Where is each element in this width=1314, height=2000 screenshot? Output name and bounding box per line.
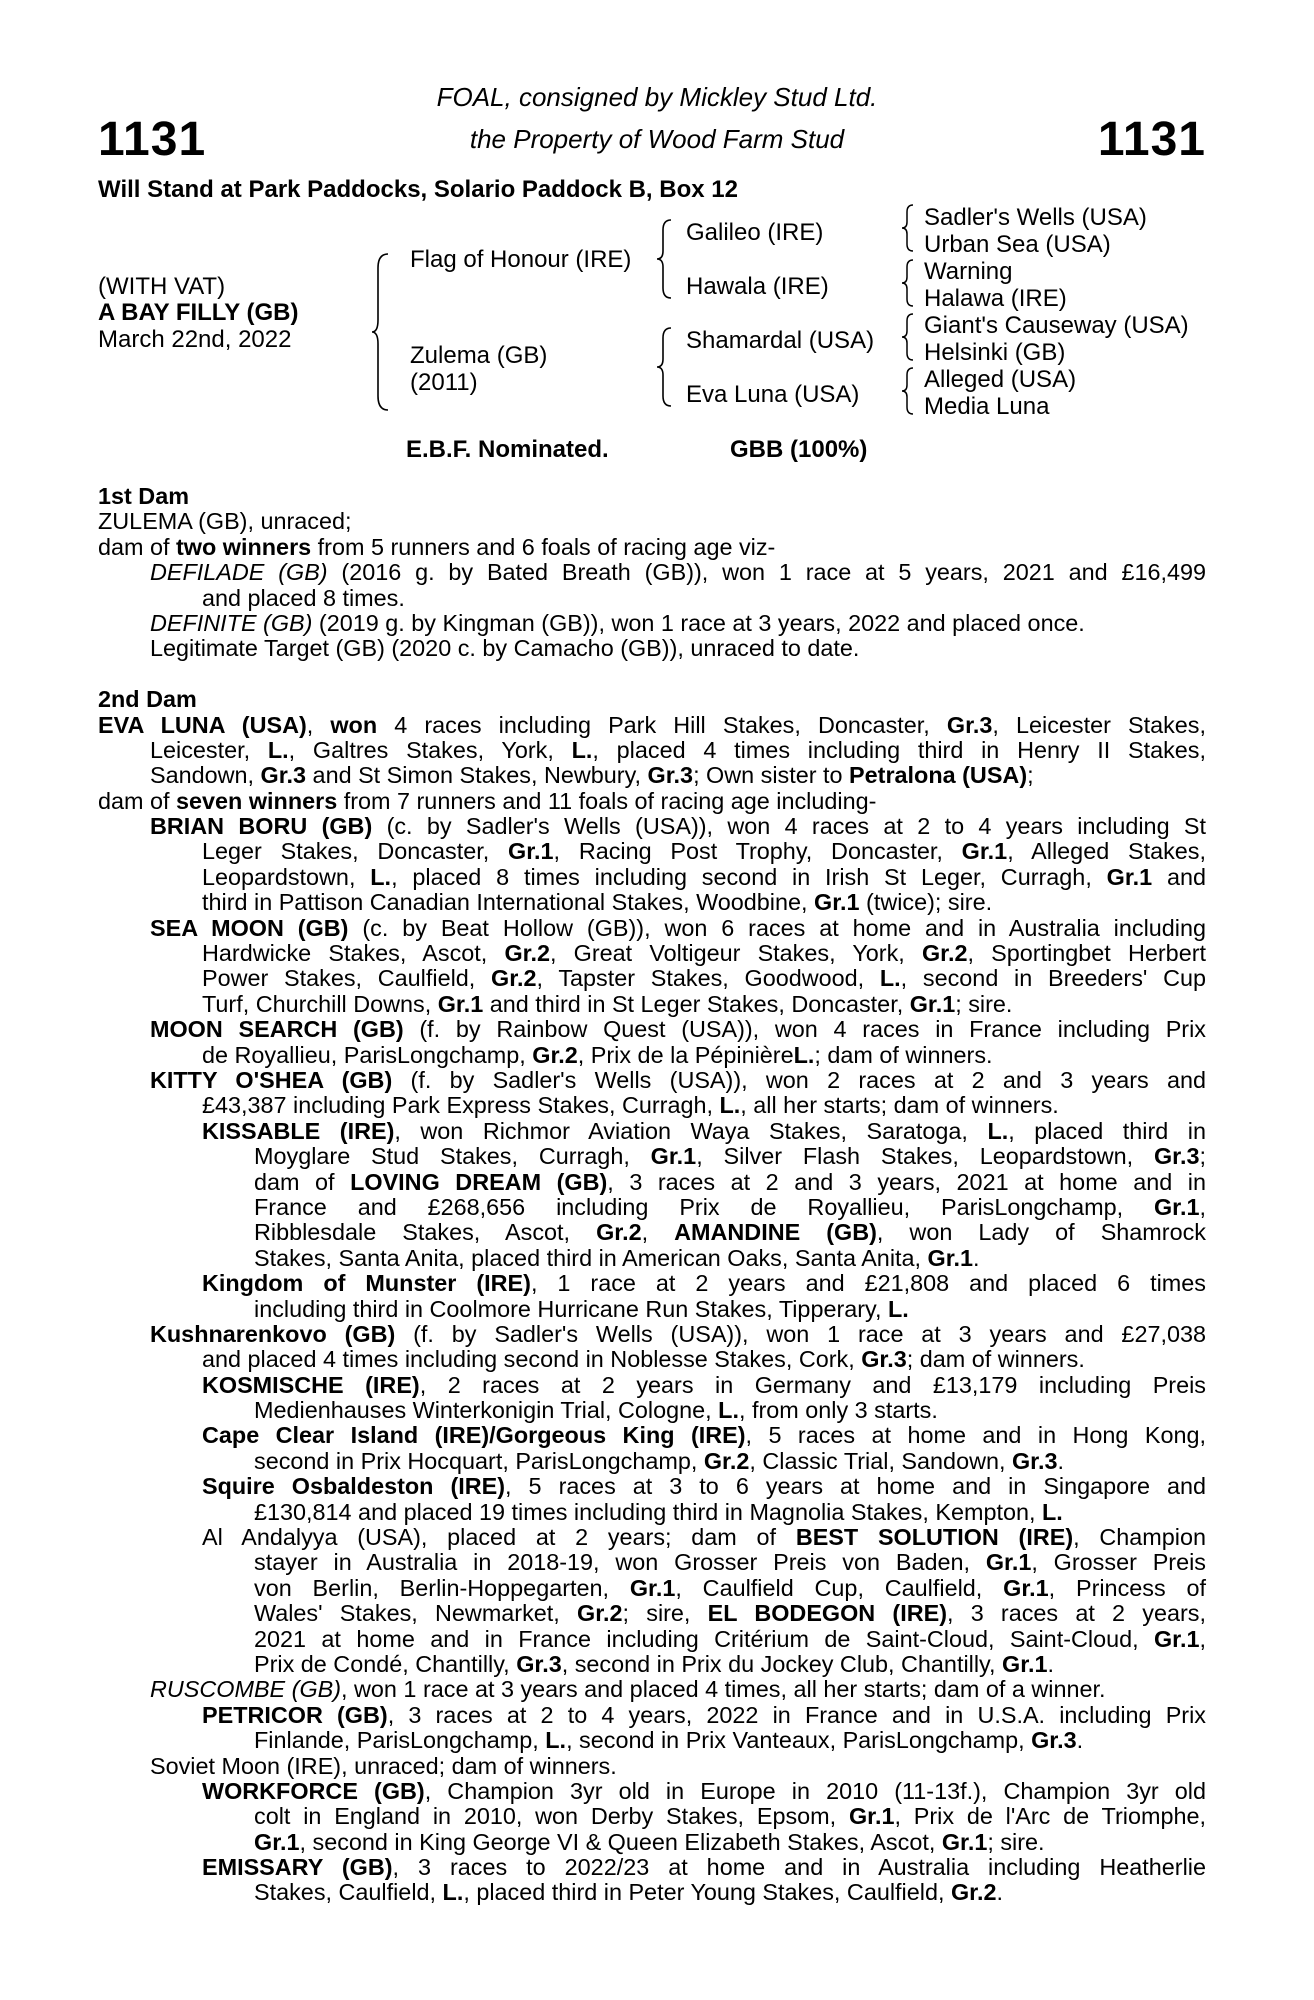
second-dam-line [202, 1779, 1206, 1804]
text: (f. by Rainbow Quest (USA)), won 4 races in France including Prix [403, 1016, 1206, 1043]
first-dam-line [98, 535, 1206, 560]
second-dam-line [202, 1347, 1206, 1372]
text: , Princess of [1048, 1574, 1206, 1601]
text: , 5 races at 3 to 6 years at home and in Singapore and [505, 1473, 1206, 1500]
pedigree-dss: Giant's Causeway (USA) [924, 312, 1189, 339]
bold-text: Gr.1 [1106, 863, 1153, 890]
text: and placed 8 times. [202, 584, 405, 611]
second-dam-line [98, 789, 1206, 814]
foal-dob: March 22nd, 2022 [98, 326, 292, 353]
text: Leopardstown, [202, 863, 371, 890]
text: , second in Prix Vanteaux, ParisLongchamp, [566, 1727, 1032, 1754]
text: (twice); sire. [859, 889, 993, 916]
text: Moyglare Stud Stakes, Curragh, [254, 1143, 651, 1170]
bold-text: Gr.1 [629, 1574, 676, 1601]
bold-text: BEST SOLUTION (IRE) [795, 1524, 1074, 1551]
bold-text: L. [370, 863, 392, 890]
bold-text: Gr.1 [941, 1828, 988, 1855]
bold-text: Gr.1 [1003, 1574, 1049, 1601]
second-dam-line [150, 1017, 1206, 1042]
text: , Silver Flash Stakes, Leopardstown, [696, 1143, 1154, 1170]
text: , Tapster Stakes, Goodwood, [536, 965, 880, 992]
second-dam-line [254, 1398, 1206, 1423]
bold-text: Gr.1 [1153, 1625, 1200, 1652]
vat-note: (WITH VAT) [98, 273, 226, 300]
text: , Champion [1073, 1524, 1206, 1551]
second-dam-line [202, 1423, 1206, 1448]
first-dam-line [98, 509, 1206, 534]
text: , Alleged Stakes, [1007, 838, 1207, 865]
bold-text: Gr.3 [260, 762, 307, 789]
bold-text: Gr.3 [516, 1650, 562, 1677]
text: . [1076, 1727, 1084, 1754]
bold-text: Gr.1 [927, 1244, 974, 1271]
text: third in Pattison Canadian International Stakes, Woodbine, [202, 889, 815, 916]
pedigree-ddd: Media Luna [924, 393, 1050, 420]
bold-text: AMANDINE (GB) [674, 1219, 877, 1246]
second-dam-heading: 2nd Dam [98, 686, 197, 713]
second-dam-line [202, 1271, 1206, 1296]
text: Stakes, Santa Anita, placed third in American Oaks, Santa Anita, [254, 1244, 928, 1271]
text: including third in Coolmore Hurricane Run Stakes, Tipperary, [254, 1295, 889, 1322]
second-dam-line [202, 992, 1206, 1017]
second-dam-line [150, 738, 1206, 763]
text: , 3 races at 2 to 4 years, 2022 in France and in U.S.A. including Prix [387, 1701, 1206, 1728]
bold-text: Gr.3 [861, 1346, 907, 1373]
pedigree-dam: Zulema (GB) [410, 342, 548, 369]
text: , [1199, 1625, 1206, 1652]
stand-location: Will Stand at Park Paddocks, Solario Paddock B, Box 12 [98, 176, 738, 203]
pedigree-dsd: Helsinki (GB) [924, 339, 1066, 366]
bold-text: Gr.1 [437, 990, 484, 1017]
text: ; Own sister to [693, 762, 850, 789]
bracket-dam [655, 326, 675, 408]
second-dam-line [202, 1474, 1206, 1499]
second-dam-line [254, 1804, 1206, 1829]
text: , won 1 race at 3 years and placed 4 times, all her starts; dam of a winner. [341, 1676, 1106, 1703]
second-dam-line [254, 1880, 1206, 1905]
second-dam-line [254, 1550, 1206, 1575]
bold-text: L. [545, 1727, 567, 1754]
bold-text: EVA LUNA (USA) [98, 711, 307, 738]
ebf-nomination: E.B.F. Nominated. [406, 436, 609, 463]
second-dam-line [254, 1195, 1206, 1220]
bold-text: BRIAN BORU (GB) [150, 813, 373, 840]
text: , won Lady of Shamrock [876, 1219, 1206, 1246]
pedigree-ssd: Urban Sea (USA) [924, 231, 1111, 258]
text: , placed third in Peter Young Stakes, Caulfield, [463, 1879, 951, 1906]
second-dam-line [202, 1855, 1206, 1880]
second-dam-line [254, 1246, 1206, 1271]
text: , second in Breeders' Cup [900, 965, 1206, 992]
text: and [1152, 863, 1206, 890]
property-line: the Property of Wood Farm Stud [469, 124, 845, 154]
second-dam-line [202, 1119, 1206, 1144]
text: France and £268,656 including Prix de Royallieu, ParisLongchamp, [254, 1193, 1154, 1220]
bold-text: EMISSARY (GB) [202, 1854, 393, 1881]
bold-text: won [330, 711, 378, 738]
text: , Sportingbet Herbert [967, 940, 1206, 967]
second-dam-line [254, 1297, 1206, 1322]
lot-number-right: 1131 [1097, 113, 1206, 166]
bold-text: L. [987, 1117, 1009, 1144]
pedigree-sire-sire: Galileo (IRE) [686, 219, 824, 246]
produce-record [98, 484, 1206, 1906]
text: second in Prix Hocquart, ParisLongchamp, [254, 1447, 704, 1474]
bold-text: Gr.1 [254, 1828, 300, 1855]
pedigree-dds: Alleged (USA) [924, 366, 1077, 393]
text: , Caulfield Cup, Caulfield, [675, 1574, 1004, 1601]
text: Prix de Condé, Chantilly, [254, 1650, 517, 1677]
text: , 2 races at 2 years in Germany and £13,179 including Preis [419, 1371, 1207, 1398]
pedigree-sss: Sadler's Wells (USA) [924, 204, 1147, 231]
second-dam-line [150, 1068, 1206, 1093]
bold-text: Gr.2 [577, 1600, 623, 1627]
bracket-foal [370, 252, 392, 412]
bold-text: Gr.1 [985, 1549, 1032, 1576]
italic-text: DEFINITE (GB) [150, 609, 313, 636]
text: Power Stakes, Caulfield, [202, 965, 492, 992]
text: , 5 races at home and in Hong Kong, [745, 1422, 1206, 1449]
bold-text: Gr.2 [532, 1041, 578, 1068]
bold-text: L. [719, 1092, 741, 1119]
bold-text: Gr.2 [491, 965, 537, 992]
first-dam-line [150, 611, 1206, 636]
first-dam-line [202, 586, 1206, 611]
consignor-line: FOAL, consigned by Mickley Stud Ltd. [436, 82, 878, 112]
bold-text: KITTY O'SHEA (GB) [150, 1066, 393, 1093]
second-dam-line [202, 839, 1206, 864]
second-dam-line [254, 1601, 1206, 1626]
text: ; sire, [622, 1600, 708, 1627]
text: , from only 3 starts. [738, 1397, 938, 1424]
text: from 7 runners and 11 foals of racing age including- [337, 787, 877, 814]
bold-text: L. [793, 1041, 815, 1068]
bold-text: Gr.1 [650, 1143, 697, 1170]
bracket-ss [900, 203, 916, 253]
text: , Leicester Stakes, [992, 711, 1207, 738]
second-dam-line [202, 890, 1206, 915]
bold-text: L. [267, 736, 289, 763]
text: Legitimate Target (GB) (2020 c. by Camacho (GB)), unraced to date. [150, 635, 860, 662]
pedigree-dam-sire: Shamardal (USA) [686, 327, 875, 354]
bold-text: PETRICOR (GB) [202, 1701, 388, 1728]
bold-text: L. [442, 1879, 464, 1906]
text: , Racing Post Trophy, Doncaster, [553, 838, 962, 865]
second-dam-line [254, 1627, 1206, 1652]
second-dam-line [254, 1449, 1206, 1474]
text: , placed third in [1008, 1117, 1206, 1144]
second-dam-record [98, 713, 1206, 1906]
bold-text: L. [888, 1295, 909, 1322]
text: dam of [98, 787, 177, 814]
text: Sandown, [150, 762, 261, 789]
bold-text: Gr.1 [848, 1803, 895, 1830]
bold-text: Petralona (USA) [849, 762, 1028, 789]
text: , [306, 711, 331, 738]
text: stayer in Australia in 2018-19, won Grosser Preis von Baden, [254, 1549, 986, 1576]
bold-text: Gr.1 [961, 838, 1008, 865]
second-dam-line [254, 1576, 1206, 1601]
second-dam-line [202, 941, 1206, 966]
text: ZULEMA (GB), unraced; [98, 508, 352, 535]
bold-text: Gr.3 [1011, 1447, 1058, 1474]
bold-text: Cape Clear Island (IRE)/Gorgeous King (IRE) [202, 1422, 746, 1449]
second-dam-line [202, 966, 1206, 991]
text: from 5 runners and 6 foals of racing age viz- [311, 533, 776, 560]
text: , 1 race at 2 years and £21,808 and placed 6 times [530, 1270, 1206, 1297]
pedigree-sds: Warning [924, 258, 1013, 285]
text: and St Simon Stakes, Newbury, [306, 762, 648, 789]
second-dam-line [202, 1525, 1206, 1550]
text: , second in Prix du Jockey Club, Chantilly, [561, 1650, 1002, 1677]
text: , Prix de l'Arc de Triomphe, [894, 1803, 1206, 1830]
text: Leger Stakes, Doncaster, [202, 838, 509, 865]
text: (f. by Sadler's Wells (USA)), won 2 races at 2 and 3 years and [392, 1066, 1206, 1093]
pedigree-sdd: Halawa (IRE) [924, 285, 1067, 312]
bold-text: Gr.1 [1002, 1650, 1048, 1677]
second-dam-line [254, 1170, 1206, 1195]
bold-text: KISSABLE (IRE) [202, 1117, 395, 1144]
text: . [973, 1244, 980, 1271]
text: Turf, Churchill Downs, [202, 990, 438, 1017]
second-dam-line [202, 1043, 1206, 1068]
text: Stakes, Caulfield, [254, 1879, 443, 1906]
second-dam-line [98, 713, 1206, 738]
text: , won Richmor Aviation Waya Stakes, Saratoga, [394, 1117, 988, 1144]
text: dam of [254, 1168, 351, 1195]
second-dam-line [150, 1677, 1206, 1702]
bold-text: L. [879, 965, 901, 992]
bold-text: two winners [176, 533, 312, 560]
text: Leicester, [150, 736, 268, 763]
bracket-sire [655, 218, 675, 300]
bold-text: Gr.3 [1153, 1143, 1200, 1170]
text: ; [1027, 762, 1034, 789]
text: (2019 g. by Kingman (GB)), won 1 race at 3 years, 2022 and placed once. [312, 609, 1085, 636]
gbb-status: GBB (100%) [730, 436, 868, 463]
lot-number-left: 1131 [98, 113, 207, 166]
bold-text: seven winners [176, 787, 338, 814]
bracket-dd [900, 366, 916, 416]
second-dam-line [202, 865, 1206, 890]
bold-text: Gr.1 [1153, 1193, 1200, 1220]
bold-text: Gr.2 [921, 940, 968, 967]
bold-text: Gr.2 [596, 1219, 642, 1246]
second-dam-line [150, 814, 1206, 839]
text: , placed 8 times including second in Irish St Leger, Curragh, [391, 863, 1107, 890]
first-dam-heading: 1st Dam [98, 483, 190, 509]
text: (f. by Sadler's Wells (USA)), won 1 race at 3 years and £27,038 [395, 1320, 1206, 1347]
bold-text: Gr.3 [946, 711, 993, 738]
bold-text: Gr.1 [508, 838, 554, 865]
first-dam-record [98, 509, 1206, 661]
bold-text: Gr.1 [909, 990, 956, 1017]
italic-text: DEFILADE (GB) [150, 559, 328, 586]
bold-text: LOVING DREAM (GB) [350, 1168, 608, 1195]
text: . [1057, 1447, 1064, 1474]
text: (c. by Beat Hollow (GB)), won 6 races at home and in Australia including [348, 914, 1206, 941]
second-dam-line [254, 1500, 1206, 1525]
bold-text: L. [1041, 1498, 1063, 1525]
text: Al Andalyya (USA), placed at 2 years; dam of [202, 1524, 796, 1551]
pedigree-sire-dam: Hawala (IRE) [686, 273, 829, 300]
bracket-ds [900, 312, 916, 362]
second-dam-line [254, 1652, 1206, 1677]
text: 4 races including Park Hill Stakes, Doncaster, [377, 711, 947, 738]
second-dam-line [254, 1220, 1206, 1245]
bold-text: Gr.2 [504, 940, 550, 967]
text: ; sire. [955, 990, 1013, 1017]
text: von Berlin, Berlin-Hoppegarten, [254, 1574, 630, 1601]
text: ; [1199, 1143, 1206, 1170]
bold-text: WORKFORCE (GB) [202, 1777, 425, 1804]
text: , Galtres Stakes, York, [288, 736, 572, 763]
text: Ribblesdale Stakes, Ascot, [254, 1219, 597, 1246]
second-dam-line [254, 1830, 1206, 1855]
bold-text: Gr.2 [703, 1447, 750, 1474]
text: £43,387 including Park Express Stakes, Curragh, [202, 1092, 720, 1119]
bold-text: Kingdom of Munster (IRE) [202, 1270, 531, 1297]
text: ; dam of winners. [814, 1041, 993, 1068]
bold-text: KOSMISCHE (IRE) [202, 1371, 420, 1398]
text: Soviet Moon (IRE), unraced; dam of winners. [150, 1752, 617, 1779]
foal-description: A BAY FILLY (GB) [98, 299, 299, 326]
italic-text: RUSCOMBE (GB) [150, 1676, 342, 1703]
text: ; dam of winners. [906, 1346, 1085, 1373]
bold-text: L. [718, 1397, 739, 1424]
bold-text: Squire Osbaldeston (IRE) [202, 1473, 506, 1500]
bold-text: SEA MOON (GB) [150, 914, 349, 941]
second-dam-line [202, 1373, 1206, 1398]
text: Finlande, ParisLongchamp, [254, 1727, 546, 1754]
second-dam-line [202, 1703, 1206, 1728]
bold-text: Gr.2 [950, 1879, 997, 1906]
text: and placed 4 times including second in Noblesse Stakes, Cork, [202, 1346, 862, 1373]
bold-text: Gr.3 [647, 762, 694, 789]
second-dam-line [150, 763, 1206, 788]
second-dam-line [254, 1144, 1206, 1169]
second-dam-line [202, 1093, 1206, 1118]
text: , all her starts; dam of winners. [740, 1092, 1059, 1119]
text: ; sire. [987, 1828, 1045, 1855]
pedigree-sire: Flag of Honour (IRE) [410, 246, 632, 273]
text: , Great Voltigeur Stakes, York, [549, 940, 922, 967]
text: (c. by Sadler's Wells (USA)), won 4 races at 2 to 4 years including St [372, 813, 1206, 840]
bracket-sd [900, 258, 916, 308]
text: Medienhauses Winterkonigin Trial, Cologne, [254, 1397, 719, 1424]
bold-text: MOON SEARCH (GB) [150, 1016, 404, 1043]
text: , 3 races to 2022/23 at home and in Australia including Heatherlie [392, 1854, 1206, 1881]
text: 2021 at home and in France including Critérium de Saint-Cloud, Saint-Cloud, [254, 1625, 1154, 1652]
text: , [1199, 1193, 1206, 1220]
bold-text: Gr.3 [1031, 1727, 1077, 1754]
text: , Champion 3yr old in Europe in 2010 (11-13f.), Champion 3yr old [424, 1777, 1207, 1804]
bold-text: EL BODEGON (IRE) [707, 1600, 947, 1627]
text: , Classic Trial, Sandown, [749, 1447, 1012, 1474]
text: , [641, 1219, 675, 1246]
second-dam-line [254, 1728, 1206, 1753]
text: dam of [98, 533, 177, 560]
first-dam-line [150, 560, 1206, 585]
bold-text: L. [571, 736, 593, 763]
text: , 3 races at 2 years, [946, 1600, 1206, 1627]
pedigree-dam-year: (2011) [410, 369, 478, 396]
text: , placed 4 times including third in Henry II Stakes, [592, 736, 1206, 763]
text: colt in England in 2010, won Derby Stakes, Epsom, [254, 1803, 849, 1830]
pedigree-dam-dam: Eva Luna (USA) [686, 381, 860, 408]
text: , second in King George VI & Queen Elizabeth Stakes, Ascot, [299, 1828, 942, 1855]
second-dam-line [150, 1322, 1206, 1347]
text: (2016 g. by Bated Breath (GB)), won 1 race at 5 years, 2021 and £16,499 [327, 559, 1206, 586]
bold-text: Gr.1 [814, 889, 860, 916]
text: , 3 races at 2 and 3 years, 2021 at home and in [607, 1168, 1206, 1195]
text: . [1047, 1650, 1055, 1677]
text: and third in St Leger Stakes, Doncaster, [483, 990, 910, 1017]
second-dam-line [150, 916, 1206, 941]
text: £130,814 and placed 19 times including third in Magnolia Stakes, Kempton, [254, 1498, 1042, 1525]
text: de Royallieu, ParisLongchamp, [202, 1041, 533, 1068]
text: Hardwicke Stakes, Ascot, [202, 940, 505, 967]
bold-text: Kushnarenkovo (GB) [150, 1320, 396, 1347]
text: , Grosser Preis [1031, 1549, 1206, 1576]
text: . [996, 1879, 1003, 1906]
text: Wales' Stakes, Newmarket, [254, 1600, 578, 1627]
second-dam-line [150, 1754, 1206, 1779]
first-dam-line [150, 636, 1206, 661]
text: , Prix de la Pépinière [577, 1041, 794, 1068]
